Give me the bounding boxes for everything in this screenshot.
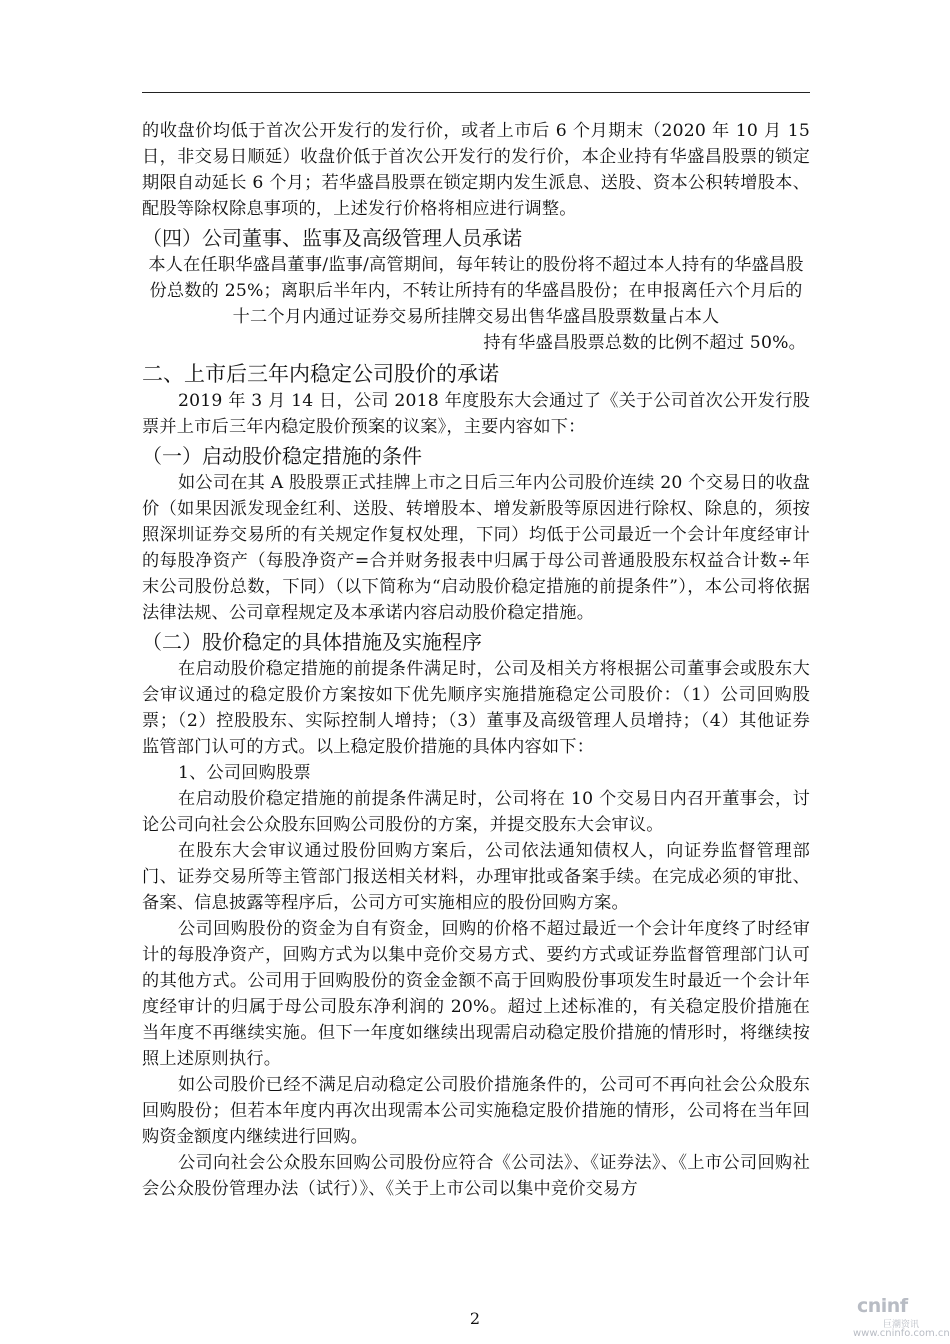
- paragraph-trigger-conditions: 如公司在其 A 股股票正式挂牌上市之日后三年内公司股价连续 20 个交易日的收盘价（如果因派发现金红利、送股、转增股本、增发新股等原因进行除权、除息的，须按照深圳证券交易所的有关规定作复权处理，下同）均低于公司最近一个会计年度经审计的每股净资产（每股净资产=合并财务报表中归属于母公司普通股股东权益合计数÷年末公司股份总数，下同）（以下简称为“启动股价稳定措施的前提条件”），本公司将依据法律法规、公司章程规定及本承诺内容启动股价稳定措施。: [142, 473, 810, 623]
- paragraph-lockup-extension: 的收盘价均低于首次公开发行的发行价，或者上市后 6 个月期末（2020 年 10 月 15 日，非交易日顺延）收盘价低于首次公开发行的发行价，本企业持有华盛昌股票的锁定期限自动延长 6 个月；若华盛昌股票在锁定期内发生派息、送股、资本公积转增股本、配股等除权除息事项的，上述发行价格将相应进行调整。: [142, 121, 810, 219]
- section-heading-measures: （二）股价稳定的具体措施及实施程序: [142, 630, 482, 654]
- list-item-buyback-heading: 1、公司回购股票: [178, 763, 311, 783]
- chapter-heading-stabilize-price: 二、上市后三年内稳定公司股价的承诺: [142, 362, 499, 386]
- paragraph-directors-commitment-end: 持有华盛昌股票总数的比例不超过 50%。: [483, 333, 806, 353]
- paragraph-buyback-board: 在启动股价稳定措施的前提条件满足时，公司将在 10 个交易日内召开董事会，讨论公司向社会公众股东回购公司股份的方案，并提交股东大会审议。: [142, 789, 810, 835]
- section-heading-directors-commitment: （四）公司董事、监事及高级管理人员承诺: [142, 226, 522, 250]
- paragraph-measures-order: 在启动股价稳定措施的前提条件满足时，公司及相关方将根据公司董事会或股东大会审议通过的稳定股价方案按如下优先顺序实施措施稳定公司股价：（1）公司回购股票；（2）控股股东、实际控制人增持；（3）董事及高级管理人员增持；（4）其他证券监管部门认可的方式。以上稳定股价措施的具体内容如下：: [142, 659, 810, 757]
- paragraph-shareholder-meeting: 2019 年 3 月 14 日，公司 2018 年度股东大会通过了《关于公司首次公开发行股票并上市后三年内稳定股价预案的议案》，主要内容如下：: [142, 391, 810, 437]
- watermark-url: www.cninfo.com.cn: [853, 1328, 950, 1339]
- cninfo-watermark-logo: [845, 1295, 950, 1340]
- page-number: 2: [469, 1309, 481, 1328]
- paragraph-directors-commitment: 本人在任职华盛昌董事/监事/高管期间，每年转让的股份将不超过本人持有的华盛昌股份总数的 25%；离职后半年内，不转让所持有的华盛昌股份；在申报离任六个月后的十二个月内通过证券交易所挂牌交易出售华盛昌股票数量占本人: [148, 255, 804, 327]
- section-heading-trigger-conditions: （一）启动股价稳定措施的条件: [142, 444, 422, 468]
- paragraph-buyback-funds: 公司回购股份的资金为自有资金，回购的价格不超过最近一个会计年度终了时经审计的每股净资产，回购方式为以集中竞价交易方式、要约方式或证券监督管理部门认可的其他方式。公司用于回购股份的资金金额不高于回购股份事项发生时最近一个会计年度经审计的归属于母公司股东净利润的 20%。超过上述标准的，有关稳定股价措施在当年度不再继续实施。但下一年度如继续出现需启动稳定股价措施的情形时，将继续按照上述原则执行。: [142, 919, 810, 1069]
- document-body: [142, 118, 810, 1202]
- watermark-brand: cninf: [857, 1295, 908, 1317]
- header-rule: [142, 92, 810, 93]
- watermark-sub: 巨潮资讯: [883, 1320, 920, 1330]
- paragraph-buyback-procedure: 在股东大会审议通过股份回购方案后，公司依法通知债权人，向证券监督管理部门、证券交易所等主管部门报送相关材料，办理审批或备案手续。在完成必须的审批、备案、信息披露等程序后，公司方可实施相应的股份回购方案。: [142, 841, 810, 913]
- paragraph-buyback-cease: 如公司股价已经不满足启动稳定公司股价措施条件的，公司可不再向社会公众股东回购股份；但若本年度内再次出现需本公司实施稳定股价措施的情形，公司将在当年回购资金额度内继续进行回购。: [142, 1075, 810, 1147]
- paragraph-buyback-compliance: 公司向社会公众股东回购公司股份应符合《公司法》、《证券法》、《上市公司回购社会公众股份管理办法（试行）》、《关于上市公司以集中竞价交易方: [142, 1153, 810, 1199]
